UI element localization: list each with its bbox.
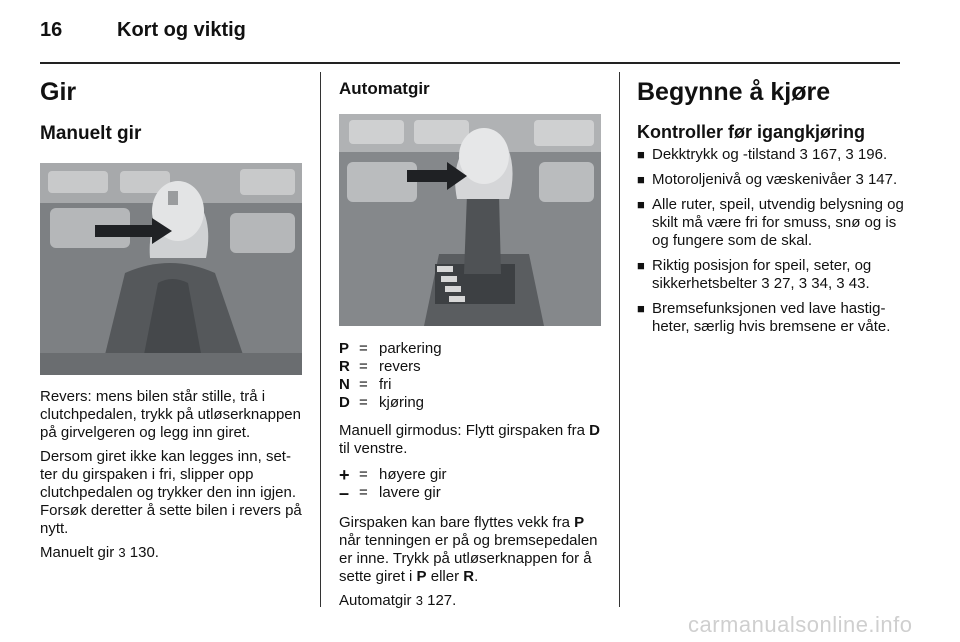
- bullet-icon: ■: [637, 147, 645, 162]
- text-bold: D: [589, 422, 600, 439]
- text-bold: R: [463, 568, 475, 585]
- gear-eq: =: [359, 358, 368, 375]
- gear-symbol: N: [339, 376, 350, 393]
- shift-eq: =: [359, 466, 368, 483]
- text-fragment: når tenningen er på og bremsepedalen er inne. Trykk på utløserknappen for å sette giret i: [339, 532, 598, 585]
- gear-label: parkering: [379, 340, 442, 357]
- gear-row-r: [339, 358, 442, 376]
- bullet-icon: ■: [637, 172, 645, 187]
- column-manual-gear: [40, 72, 302, 562]
- bullet-icon: ■: [637, 301, 645, 316]
- text-fragment: .: [474, 568, 479, 585]
- ref-arrow-icon: 3: [415, 593, 423, 608]
- subsection-title-checks: Kontroller før igangkjøring: [637, 122, 865, 142]
- column-divider-2: [619, 72, 620, 607]
- ref-label: Automatgir: [339, 592, 412, 609]
- paragraph-manual-mode: [339, 422, 601, 458]
- gear-symbol: D: [339, 394, 350, 411]
- list-item-refs: 3 167, 3 196.: [799, 146, 888, 163]
- page-number: 16: [40, 19, 63, 41]
- shift-label: lavere gir: [379, 484, 441, 501]
- section-title-gir: Gir: [40, 78, 77, 106]
- list-item-refs: 3 27, 3 34, 3 43.: [761, 275, 870, 292]
- gear-eq: =: [359, 340, 368, 357]
- ref-label: Manuelt gir: [40, 544, 115, 561]
- paragraph-move-lever: [339, 514, 601, 586]
- page-header: [0, 0, 960, 62]
- text-bold: P: [574, 514, 585, 531]
- list-item-text: Motoroljenivå og væskenivåer: [652, 171, 856, 188]
- list-item: [637, 146, 909, 164]
- list-item-text: Alle ruter, speil, utvendig belysning og skilt må være fri for smuss, snø og is og fungere som de skal.: [652, 196, 904, 249]
- list-item-refs: 3 147.: [855, 171, 898, 188]
- ref-arrow-icon: 3: [118, 545, 126, 560]
- gear-row-n: [339, 376, 442, 394]
- gear-row-d: [339, 394, 442, 412]
- list-item: [637, 171, 909, 189]
- gear-label: kjøring: [379, 394, 425, 411]
- subsection-title-automatic: Automatgir: [339, 79, 430, 98]
- paragraph-reverse: Revers: mens bilen står stille, trå i clutchpedalen, trykk på utløserknappen på girvelgeren og legg inn giret.: [40, 388, 301, 441]
- list-item: [637, 300, 909, 336]
- shift-label: høyere gir: [379, 466, 447, 483]
- minus-icon: –: [339, 483, 350, 503]
- gear-label: fri: [379, 376, 392, 393]
- section-title-start-driving: Begynne å kjøre: [637, 78, 831, 106]
- bullet-icon: ■: [637, 258, 645, 273]
- column-divider-1: [320, 72, 321, 607]
- list-item-text: Bremsefunksjonen ved lave hastigheter, særlig hvis bremsene er våte.: [652, 300, 891, 335]
- manual-gear-photo: [40, 163, 302, 375]
- list-item: [637, 257, 909, 293]
- check-list: [637, 146, 909, 336]
- automatic-gear-photo: [339, 114, 601, 326]
- paragraph-gear-fail: Dersom giret ikke kan legges inn, setter du girspaken i fri, slipper opp clutchpedalen og trykker den inn igjen. Forsøk deretter å sette bilen i revers på nytt.: [40, 448, 302, 537]
- chapter-title: Kort og viktig: [117, 19, 246, 41]
- list-item-text: Riktig posisjon for speil, seter, og sikkerhetsbelter: [652, 257, 872, 292]
- gear-symbol: P: [339, 340, 350, 357]
- column-automatic-gear: [339, 72, 601, 610]
- ref-automatic-gear: [339, 592, 601, 610]
- ref-page: 130.: [129, 544, 159, 561]
- shift-row-minus: [339, 484, 447, 502]
- header-rule: [40, 62, 900, 64]
- subsection-title-manual: Manuelt gir: [40, 123, 142, 144]
- gear-eq: =: [359, 394, 368, 411]
- gear-row-p: [339, 340, 442, 358]
- gear-label: revers: [379, 358, 421, 375]
- gear-symbol: R: [339, 358, 350, 375]
- gear-legend: [339, 340, 442, 412]
- column-start-driving: [637, 72, 909, 343]
- gear-eq: =: [359, 376, 368, 393]
- text-fragment: eller: [426, 568, 464, 585]
- bullet-icon: ■: [637, 197, 645, 212]
- manual-gear-illustration: [40, 163, 302, 375]
- text-fragment: til venstre.: [339, 440, 408, 457]
- ref-manual-gear: [40, 544, 302, 562]
- shift-eq: =: [359, 484, 368, 501]
- shift-legend: [339, 466, 447, 502]
- automatic-gear-illustration: [339, 114, 601, 326]
- list-item-text: Dekktrykk og -tilstand: [652, 146, 800, 163]
- ref-page: 127.: [427, 592, 457, 609]
- list-item: [637, 196, 909, 250]
- text-fragment: Girspaken kan bare flyttes vekk fra: [339, 514, 575, 531]
- shift-row-plus: [339, 466, 447, 484]
- watermark: carmanualsonline.info: [688, 612, 913, 637]
- text-fragment: Manuell girmodus: Flytt girspaken fra: [339, 422, 590, 439]
- plus-icon: +: [339, 465, 350, 485]
- text-bold: P: [416, 568, 427, 585]
